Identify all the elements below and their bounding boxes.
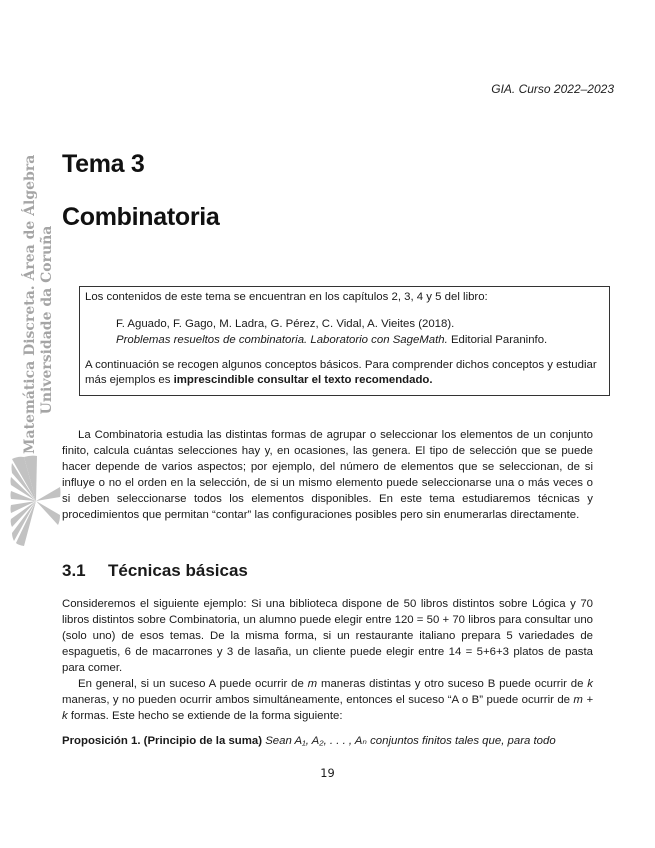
reference-publisher: Editorial Paraninfo. bbox=[447, 334, 548, 346]
math-m: m bbox=[307, 678, 318, 690]
proposition bbox=[62, 733, 602, 749]
university-watermark bbox=[22, 154, 66, 454]
book-reference bbox=[116, 316, 604, 348]
reference-title: Problemas resueltos de combinatoria. Laboratorio con SageMath. bbox=[116, 334, 448, 346]
math-k: k bbox=[587, 678, 593, 690]
math-m-plus-k: m + k bbox=[62, 694, 593, 722]
reference-box bbox=[79, 286, 610, 396]
intro-paragraph: La Combinatoria estudia las distintas formas de agrupar o seleccionar los elementos de un conjunto finito, calcula cuántas selecciones hay y, en ocasiones, las genera. El tipo de selección que se puede hacer depende de varios aspectos; por ejemplo, del número de elementos que se seleccionan, de si influye o no el orden en la selección, de si un mismo elemento puede seleccionarse una o más veces o si deben seleccionarse todos los elementos disponibles. En este tema estudiaremos técnicas y procedimientos que permitan “contar” las configuraciones posibles pero sin enumerarlas directamente. bbox=[62, 429, 593, 521]
section-title: Técnicas básicas bbox=[108, 561, 248, 580]
section-heading bbox=[62, 561, 248, 581]
proposition-text: Sean A₁, A₂, . . . , Aₙ conjuntos finitos tales que, para todo bbox=[265, 735, 556, 747]
proposition-name: (Principio de la suma) bbox=[143, 735, 263, 747]
watermark-line-2: Universidade da Coruña bbox=[39, 225, 55, 415]
watermark-line-1: Matemática Discreta. Área de Álgebra bbox=[22, 154, 38, 454]
example-paragraph: Consideremos el siguiente ejemplo: Si una biblioteca dispone de 50 libros distintos sobre Lógica y 70 libros distintos sobre Combinatoria, un alumno puede elegir entre 120 = 50 + 70 libros para consultar uno (solo uno) de esos temas. De la misma forma, si un restaurante italiano prepara 5 variedades de espaguetis, 6 de macarrones y 3 de lasaña, un cliente puede elegir entre 14 = 5+6+3 platos de pasta para comer. bbox=[62, 598, 593, 674]
course-header: GIA. Curso 2022–2023 bbox=[491, 82, 614, 96]
university-logo-icon bbox=[10, 455, 62, 547]
chapter-number: Tema 3 bbox=[62, 150, 145, 178]
page-number: 19 bbox=[320, 766, 335, 780]
reference-authors: F. Aguado, F. Gago, M. Ladra, G. Pérez, C. Vidal, A. Vieites (2018). bbox=[116, 318, 455, 330]
proposition-label: Proposición 1. bbox=[62, 735, 141, 747]
section-number: 3.1 bbox=[62, 561, 86, 580]
reference-note-emphasis: imprescindible consultar el texto recomendado. bbox=[173, 374, 433, 386]
reference-note: A continuación se recogen algunos conceptos básicos. Para comprender dichos conceptos y estudiar más ejemplos es imprescindible consultar el texto recomendado. bbox=[85, 359, 597, 386]
chapter-title: Combinatoria bbox=[62, 203, 220, 231]
general-paragraph: En general, si un suceso A puede ocurrir de m maneras distintas y otro suceso B puede ocurrir de k maneras, y no pueden ocurrir ambos simultáneamente, entonces el suceso “A o B” puede ocurrir de m + k formas. Este hecho se extiende de la forma siguiente: bbox=[62, 678, 593, 722]
reference-intro: Los contenidos de este tema se encuentran en los capítulos 2, 3, 4 y 5 del libro: bbox=[85, 291, 488, 303]
